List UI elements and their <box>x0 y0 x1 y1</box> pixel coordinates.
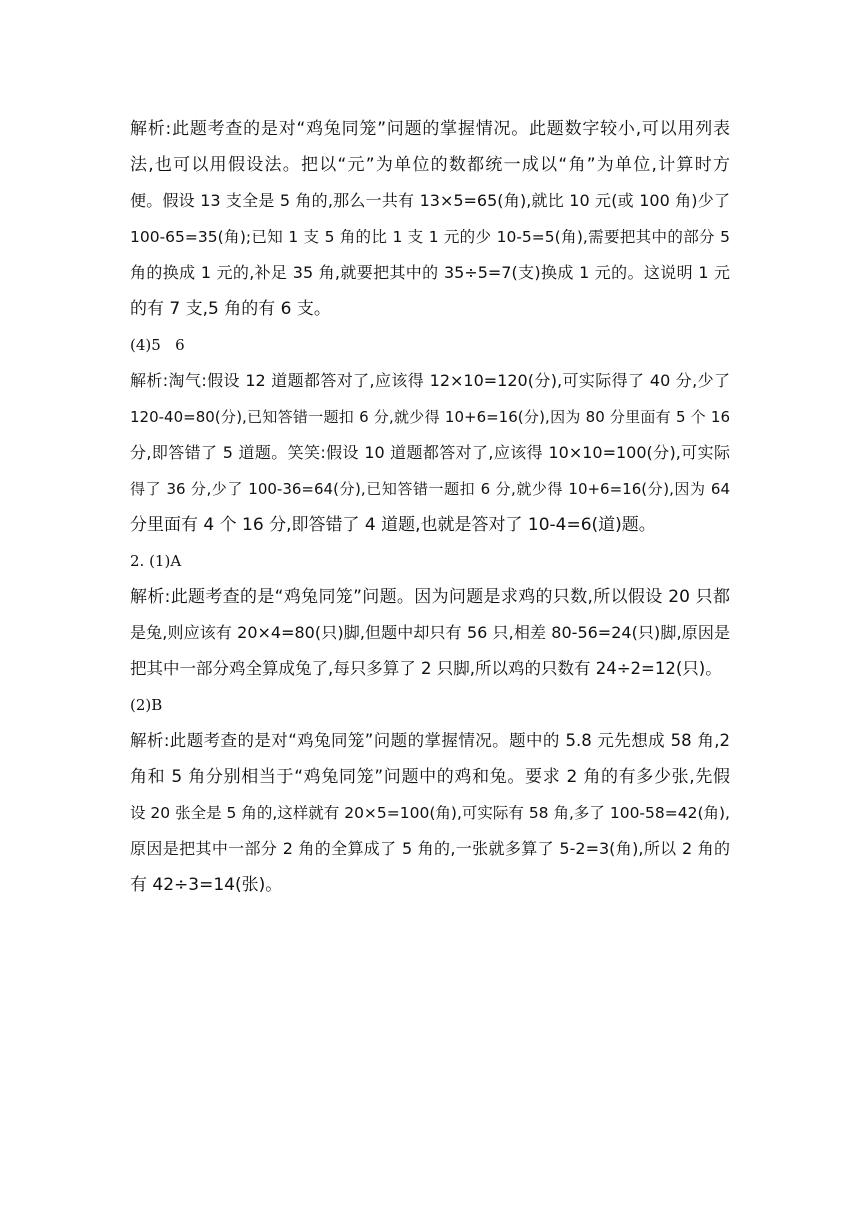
text-line: 角的换成 1 元的,补足 35 角,就要把其中的 35÷5=7(支)换成 1 元的。这说明 1 元 <box>130 263 730 282</box>
text-line: 100-65=35(角);已知 1 支 5 角的比 1 支 1 元的少 10-5=5(角),需要把其中的部分 5 <box>130 228 730 246</box>
text-line: 角和 5 角分别相当于“鸡兔同笼”问题中的鸡和兔。要求 2 角的有多少张,先假 <box>130 767 730 787</box>
text-line: 原因是把其中一部分 2 角的全算成了 5 角的,一张就多算了 5-2=3(角),所以 2 角的 <box>130 839 730 858</box>
document-body <box>130 111 730 903</box>
text-line: 解析:此题考查的是“鸡兔同笼”问题。因为问题是求鸡的只数,所以假设 20 只都 <box>130 587 730 607</box>
text-line: 便。假设 13 支全是 5 角的,那么一共有 13×5=65(角),就比 10 元(或 100 角)少了 <box>130 191 730 210</box>
answer-label: 2. (1)A <box>130 552 182 570</box>
text-line: 分,即答错了 5 道题。笑笑:假设 10 道题都答对了,应该得 10×10=100(分),可实际 <box>130 443 730 462</box>
text-line: 解析:此题考查的是对“鸡兔同笼”问题的掌握情况。此题数字较小,可以用列表 <box>130 119 730 139</box>
text-line: 把其中一部分鸡全算成兔了,每只多算了 2 只脚,所以鸡的只数有 24÷2=12(只)。 <box>130 659 722 678</box>
text-line: 有 42÷3=14(张)。 <box>130 875 283 895</box>
text-line: 解析:淘气:假设 12 道题都答对了,应该得 12×10=120(分),可实际得了 40 分,少了 <box>130 371 730 390</box>
answer-label: (4)5 6 <box>130 336 185 354</box>
answer-label: (2)B <box>130 696 163 714</box>
text-line: 分里面有 4 个 16 分,即答错了 4 道题,也就是答对了 10-4=6(道)题。 <box>130 515 656 535</box>
text-line: 是兔,则应该有 20×4=80(只)脚,但题中却只有 56 只,相差 80-56=24(只)脚,原因是 <box>130 623 730 642</box>
text-line: 设 20 张全是 5 角的,这样就有 20×5=100(角),可实际有 58 角,多了 100-58=42(角), <box>130 804 730 822</box>
text-line: 120-40=80(分),已知答错一题扣 6 分,就少得 10+6=16(分),因为 80 分里面有 5 个 16 <box>130 408 730 426</box>
text-line: 的有 7 支,5 角的有 6 支。 <box>130 299 331 319</box>
text-line: 得了 36 分,少了 100-36=64(分),已知答错一题扣 6 分,就少得 10+6=16(分),因为 64 <box>130 480 730 498</box>
text-line: 解析:此题考查的是对“鸡兔同笼”问题的掌握情况。题中的 5.8 元先想成 58 角,2 <box>130 731 730 750</box>
text-line: 法,也可以用假设法。把以“元”为单位的数都统一成以“角”为单位,计算时方 <box>130 155 730 175</box>
